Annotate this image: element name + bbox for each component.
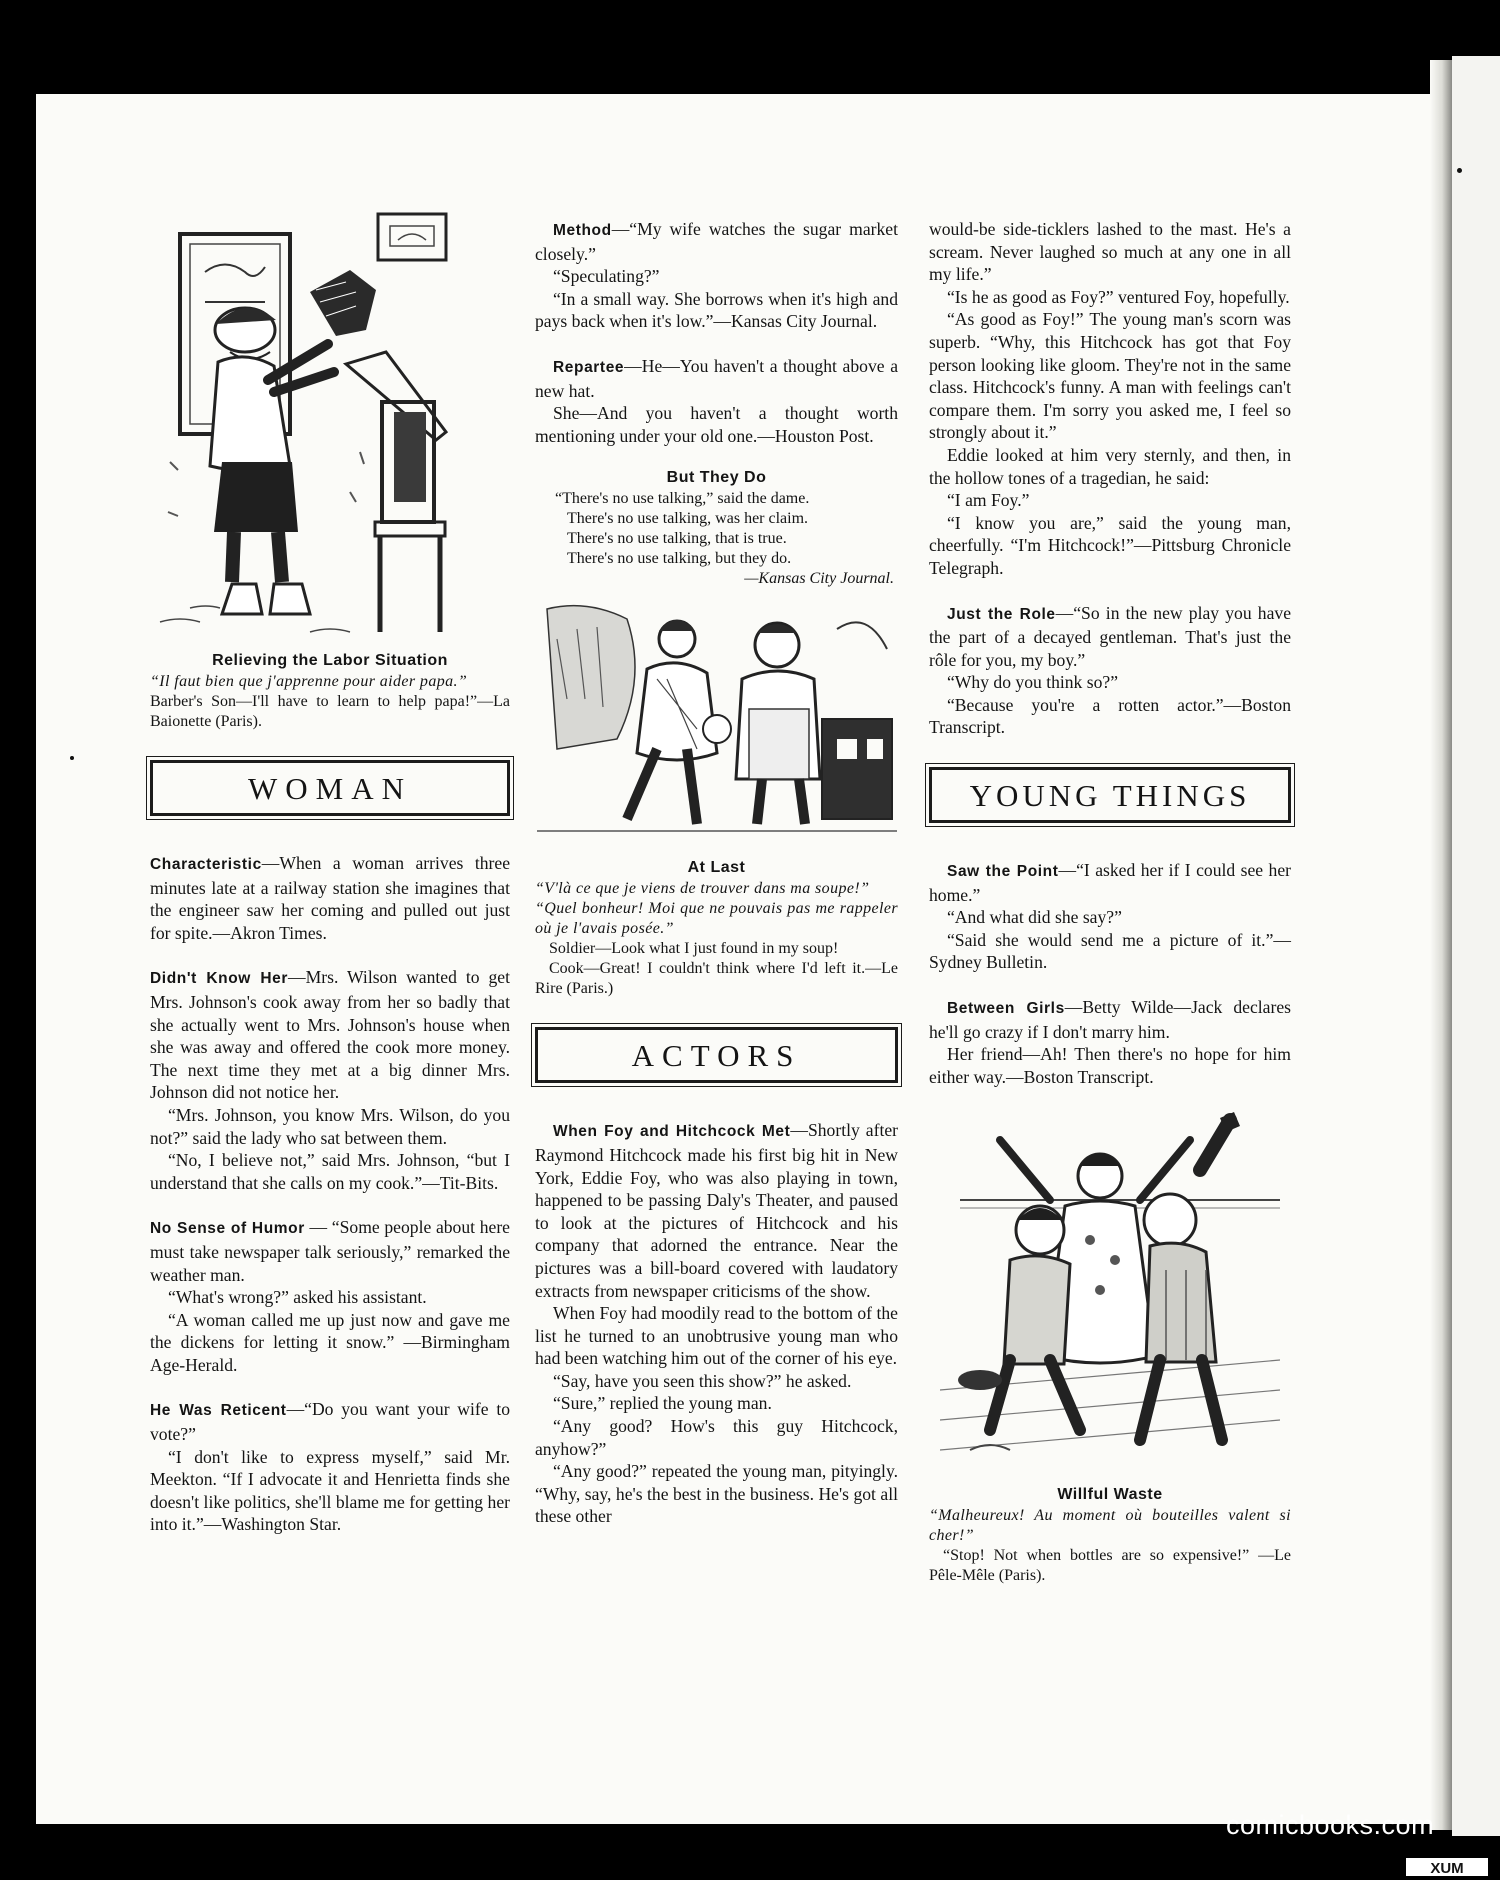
cartoon-caption-line: “V'là ce que je viens de trouver dans ma soupe!” <box>535 880 870 898</box>
story-paragraph: “I know you are,” said the young man, cheerfully. “I'm Hitchcock!”—Pittsburg Chronicle Telegraph. <box>929 512 1291 578</box>
joke-paragraph: “I don't like to express myself,” said Mr. Meekton. “If I advocate it and Henrietta finds she doesn't like politics, she'll blame me for getting her into it.”—Washington Star. <box>150 1446 510 1535</box>
joke-he-was-reticent: He Was Reticent—“Do you want your wife to vote?” <box>150 1399 511 1445</box>
adjacent-page-edge <box>1452 56 1500 1836</box>
poem-body <box>555 489 898 589</box>
corner-label: XUM <box>1406 1858 1488 1876</box>
cartoon-caption-english: Barber's Son—I'll have to learn to help papa!”—La Baionette (Paris). <box>150 693 510 730</box>
cartoon-caption-line: Soldier—Look what I just found in my soup! <box>549 940 839 958</box>
ink-speck <box>1457 168 1462 173</box>
section-header-young-things: YOUNG THINGS <box>929 767 1291 823</box>
barber-boy-cartoon <box>150 212 510 652</box>
poem-line: There's no use talking, but they do. <box>567 550 792 568</box>
joke-paragraph: “What's wrong?” asked his assistant. <box>168 1287 427 1308</box>
story-paragraph: “Any good? How's this guy Hitchcock, anyhow?” <box>535 1416 898 1459</box>
joke-paragraph: “Said she would send me a picture of it.”—Sydney Bulletin. <box>929 929 1291 973</box>
poem-line: “There's no use talking,” said the dame. <box>555 490 810 508</box>
cartoon-title: Willful Waste <box>1057 1486 1163 1504</box>
joke-characteristic: Characteristic—When a woman arrives three minutes late at a railway station she imagines that the engineer saw her coming and pulled out just for spite.—Akron Times. <box>150 853 510 943</box>
section-header-woman: WOMAN <box>150 760 510 816</box>
joke-paragraph: “No, I believe not,” said Mrs. Johnson, “but I understand that she calls on my cook.”—Tit-Bits. <box>150 1150 510 1193</box>
cartoon-caption-line: “Malheureux! Au moment où bouteilles valent si cher!” <box>929 1507 1291 1545</box>
cartoon-title: Relieving the Labor Situation <box>212 652 448 669</box>
joke-paragraph: “And what did she say?” <box>947 907 1122 928</box>
column-2 <box>535 218 898 1528</box>
story-paragraph: “Is he as good as Foy?” ventured Foy, hopefully. <box>947 286 1290 307</box>
poem-source: —Kansas City Journal. <box>744 570 894 588</box>
cartoon-caption-line: Cook—Great! I couldn't think where I'd left it.—Le Rire (Paris.) <box>535 960 898 998</box>
cartoon-caption-line: “Quel bonheur! Moi que ne pouvais pas me rappeler où je l'avais posée.” <box>535 900 898 938</box>
joke-paragraph: “A woman called me up just now and gave me the dickens for letting it snow.” —Birmingham Age-Herald. <box>150 1309 510 1375</box>
story-paragraph: “Sure,” replied the young man. <box>553 1393 772 1414</box>
joke-paragraph: Her friend—Ah! Then there's no hope for him either way.—Boston Transcript. <box>929 1044 1291 1087</box>
joke-paragraph: “Because you're a rotten actor.”—Boston Transcript. <box>929 694 1291 738</box>
joke-paragraph: “Mrs. Johnson, you know Mrs. Wilson, do you not?” said the lady who sat between them. <box>150 1104 510 1148</box>
site-logo: comicbooks.com <box>1226 1810 1435 1840</box>
cartoon-caption-french: “Il faut bien que j'apprenne pour aider papa.” <box>150 673 468 690</box>
story-paragraph: “Say, have you seen this show?” he asked. <box>553 1370 852 1391</box>
joke-repartee: Repartee—He—You haven't a thought above a new hat. <box>535 355 898 401</box>
story-paragraph: Eddie looked at him very sternly, and then, in the hollow tones of a tragedian, he said: <box>929 444 1291 488</box>
poem-line: There's no use talking, was her claim. <box>567 510 809 528</box>
poem-title: But They Do <box>666 469 767 487</box>
cartoon-title: At Last <box>687 859 746 877</box>
joke-no-sense-of-humor: No Sense of Humor — “Some people about here must take newspaper talk seriously,” remarked the weather man. <box>150 1217 510 1285</box>
joke-paragraph: “Why do you think so?” <box>947 672 1119 693</box>
joke-didnt-know-her: Didn't Know Her—Mrs. Wilson wanted to get Mrs. Johnson's cook away from her so badly that she actually went to Mrs. Johnson's house when she was away and offered the cook more money. The next time they met at a big dinner Mrs. Johnson did not notice her. <box>150 967 510 1103</box>
story-paragraph: would-be side-ticklers lashed to the mast. He's a scream. Never laughed so much at any one in all my life.” <box>929 219 1291 285</box>
joke-just-the-role: Just the Role—“So in the new play you have the part of a decayed gentleman. That's just the rôle for you, my boy.” <box>929 602 1291 670</box>
joke-saw-the-point: Saw the Point—“I asked her if I could see her home.” <box>929 860 1292 905</box>
story-paragraph: “Any good?” repeated the young man, pityingly. “Why, say, he's the best in the business. He's got all these other <box>535 1461 898 1527</box>
joke-paragraph: “In a small way. She borrows when it's high and pays back when it's low.”—Kansas City Journal. <box>535 288 898 332</box>
story-paragraph: “I am Foy.” <box>947 490 1030 511</box>
column-1 <box>150 212 510 1536</box>
joke-paragraph: “Speculating?” <box>553 266 660 287</box>
poem-line: There's no use talking, that is true. <box>567 530 787 548</box>
story-foy-hitchcock: When Foy and Hitchcock Met—Shortly after Raymond Hitchcock made his first big hit in New York, Eddie Foy, who was also playing in town, happened to be passing Daly's Theater, and paused to look at the pictures of Hitchcock and his company that adorned the entrance. Near the pictures was a bill-board covered with laudatory extracts from newspaper criticisms of the show. <box>535 1120 898 1301</box>
joke-paragraph: She—And you haven't a thought worth mentioning under your old one.—Houston Post. <box>535 403 898 446</box>
cartoon-caption-line: “Stop! Not when bottles are so expensive!” —Le Pêle-Mêle (Paris). <box>929 1547 1291 1585</box>
willful-waste-cartoon <box>940 1110 1280 1480</box>
ink-speck <box>70 756 74 760</box>
section-header-actors: ACTORS <box>535 1027 898 1083</box>
soldier-cook-cartoon <box>537 599 897 849</box>
joke-method: Method—“My wife watches the sugar market closely.” <box>535 219 898 264</box>
story-paragraph: When Foy had moodily read to the bottom of the list he turned to an unobtrusive young man who had been watching him out of the corner of his eye. <box>535 1303 898 1369</box>
story-paragraph: “As good as Foy!” The young man's scorn was superb. “Why, this Hitchcock has got that Foy person looking like gloom. They're not in the same class. Hitchcock's funny. A man with feelings can't compare them. I'm sorry you asked me, I feel so strongly about it.” <box>929 309 1291 443</box>
joke-between-girls: Between Girls—Betty Wilde—Jack declares he'll go crazy if I don't marry him. <box>929 997 1291 1042</box>
page-gutter-shadow <box>1430 60 1452 1830</box>
column-3 <box>929 218 1291 1586</box>
